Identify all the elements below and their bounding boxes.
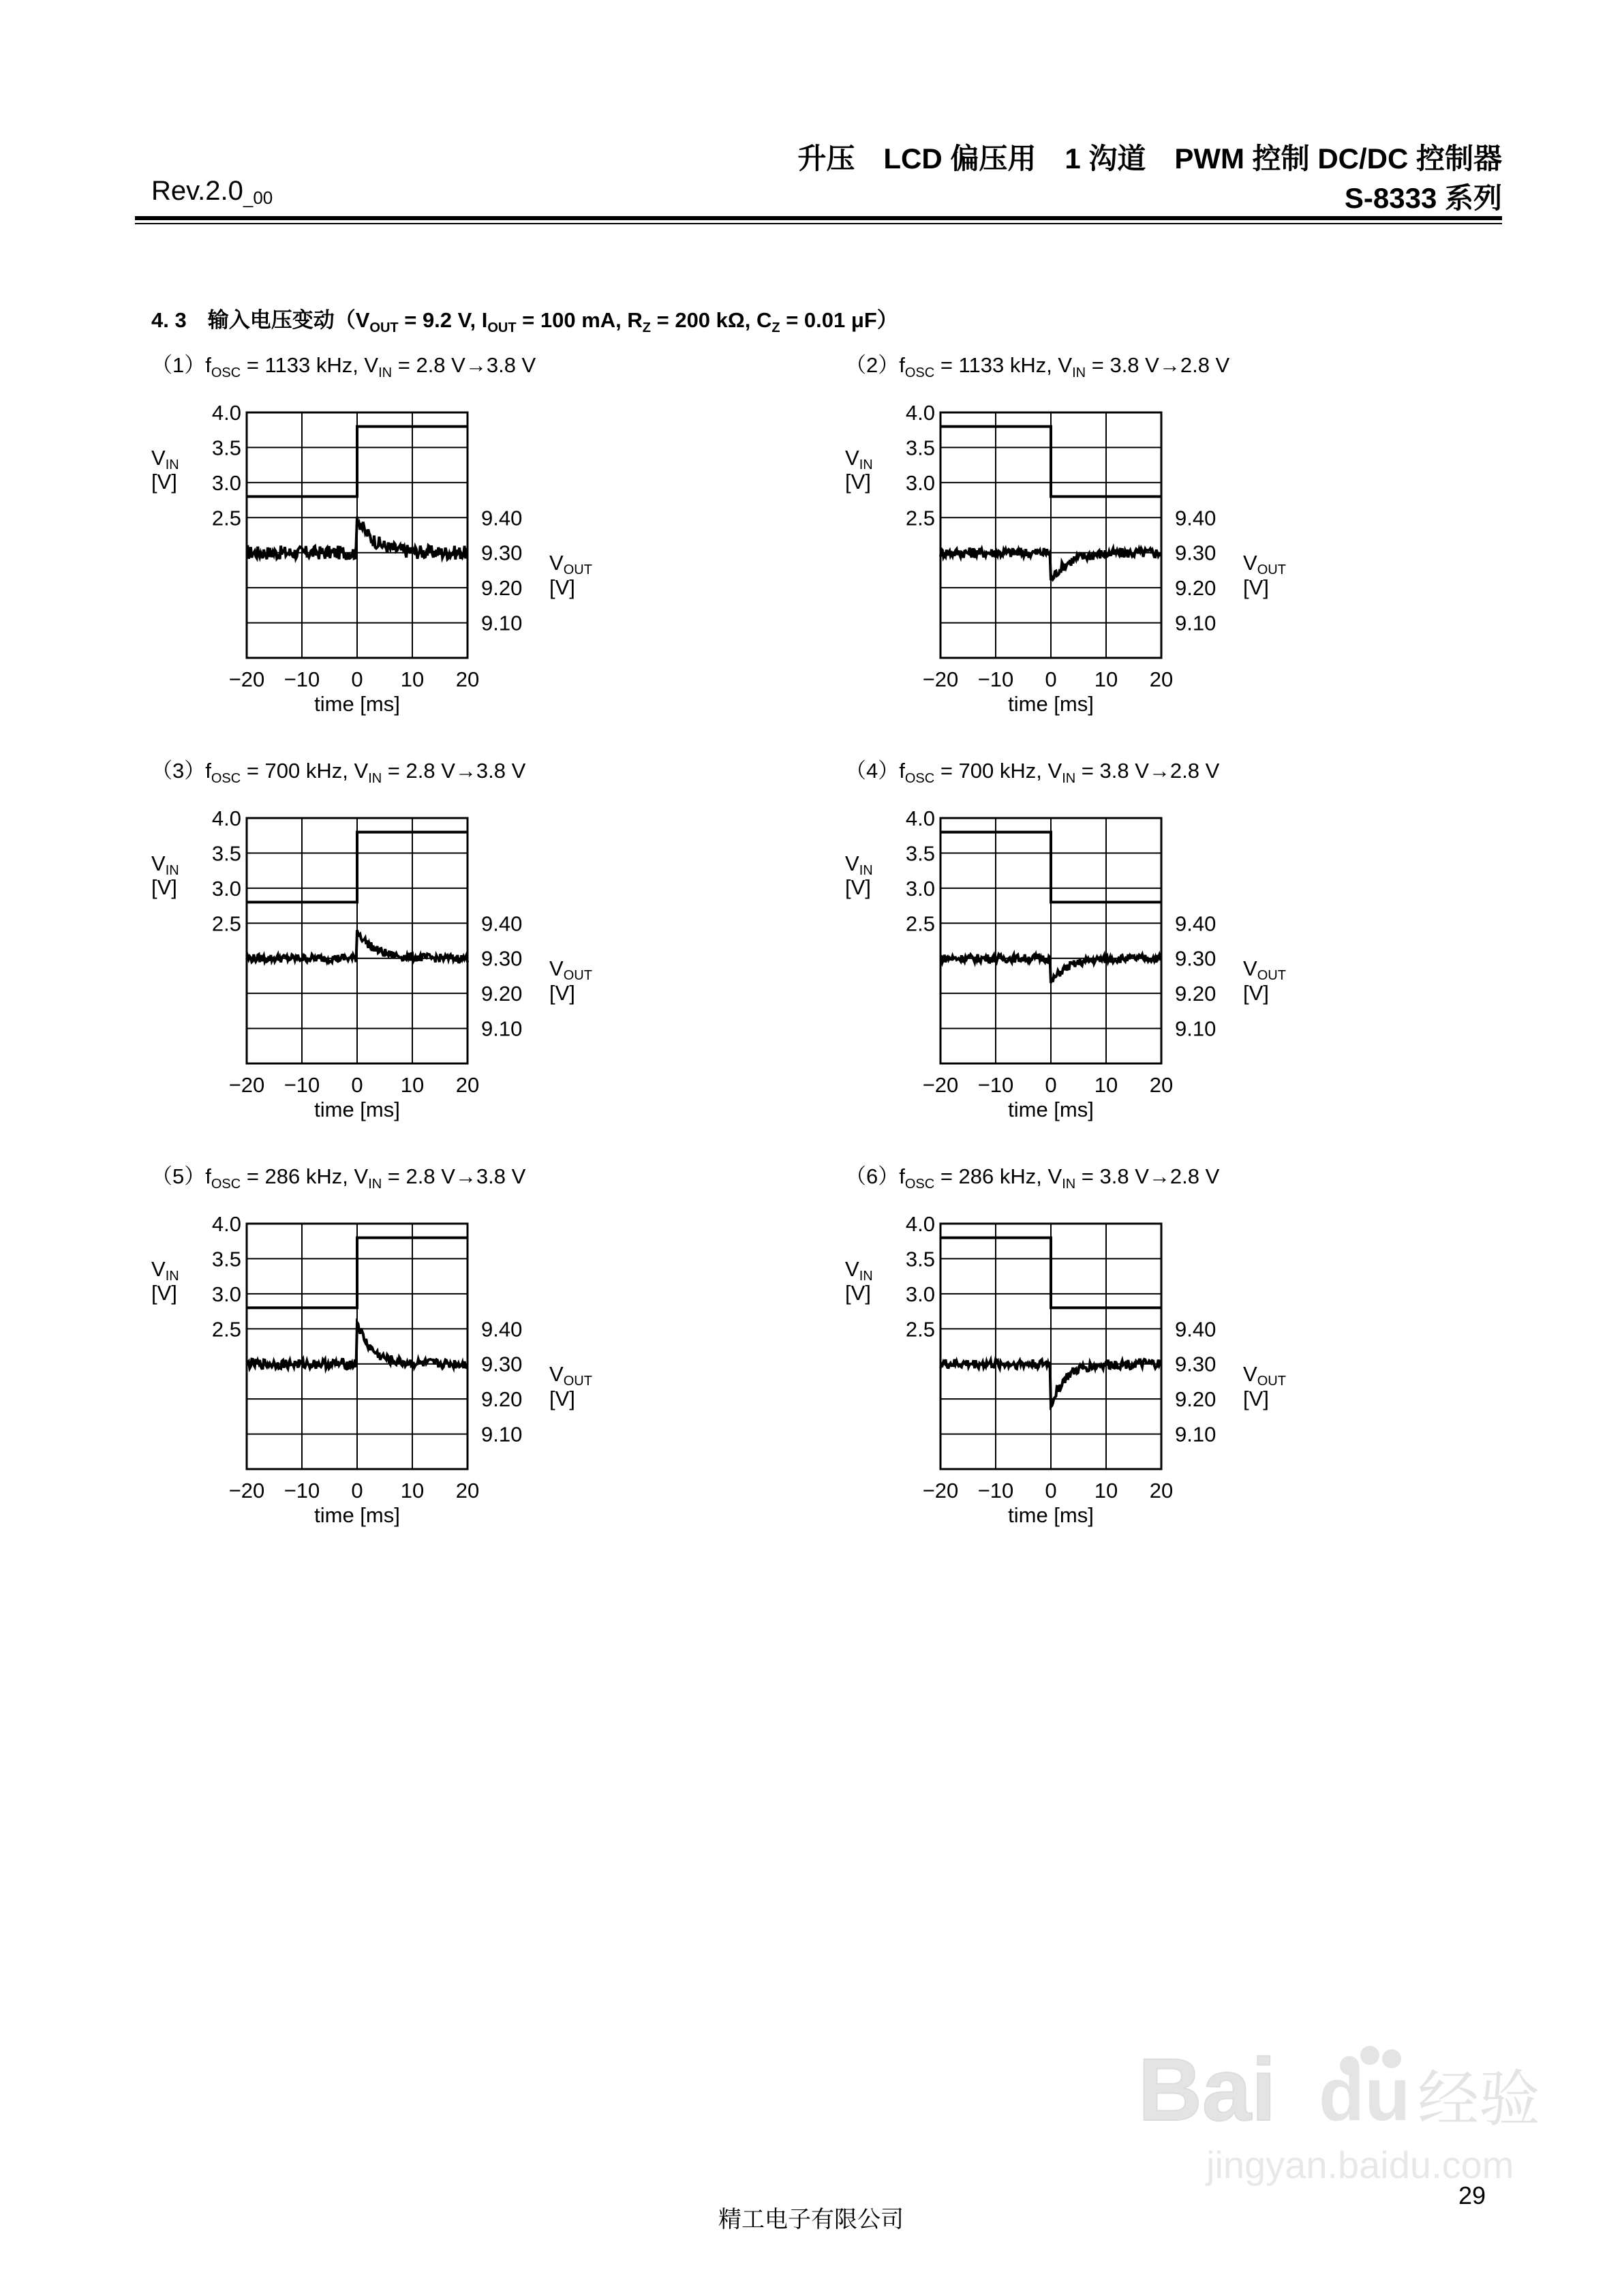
right-tick-label: 9.10 xyxy=(1175,1016,1216,1041)
left-tick-label: 3.5 xyxy=(211,436,241,460)
caption-vsub: IN xyxy=(378,365,393,381)
left-tick-label: 3.5 xyxy=(905,436,935,460)
caption-f: f xyxy=(205,759,211,783)
left-tick-label: 4.0 xyxy=(905,1212,935,1236)
right-tick-label: 9.30 xyxy=(1175,541,1216,565)
right-axis-unit: [V] xyxy=(549,981,575,1005)
heading-part: = 9.2 V, I xyxy=(398,308,488,332)
caption-fval: = 1133 kHz, V xyxy=(241,353,379,377)
heading-part: = 100 mA, R xyxy=(516,308,643,332)
x-tick-label: −20 xyxy=(922,1073,959,1097)
left-tick-label: 4.0 xyxy=(211,806,241,830)
left-axis-label-main: V xyxy=(151,851,166,875)
left-axis-label-main: V xyxy=(151,446,166,470)
left-tick-label: 3.5 xyxy=(211,1247,241,1271)
baidu-watermark-logo xyxy=(1124,2018,1547,2195)
right-tick-label: 9.30 xyxy=(1175,946,1216,971)
header-rule-thin xyxy=(135,223,1502,224)
right-axis-label-main: V xyxy=(549,956,564,980)
chart-svg xyxy=(845,1159,1499,1541)
vin-trace xyxy=(247,1238,468,1308)
right-tick-label: 9.10 xyxy=(1175,1422,1216,1447)
right-tick-label: 9.10 xyxy=(481,1016,523,1041)
left-axis-label-sub: IN xyxy=(165,863,179,878)
left-axis-unit: [V] xyxy=(845,1281,871,1305)
left-tick-label: 3.0 xyxy=(905,470,935,495)
caption-f: f xyxy=(899,759,905,783)
caption-f: f xyxy=(205,353,211,377)
right-axis-label xyxy=(549,551,592,577)
left-axis-unit: [V] xyxy=(151,1281,177,1305)
caption-f: f xyxy=(899,353,905,377)
right-axis-label xyxy=(549,1362,592,1389)
right-tick-label: 9.20 xyxy=(1175,576,1216,601)
caption-vsub: IN xyxy=(1072,365,1086,381)
x-tick-label: 20 xyxy=(455,1073,480,1097)
x-tick-label: −10 xyxy=(977,1479,1014,1502)
chart-4 xyxy=(845,753,1499,1135)
x-axis-label: time [ms] xyxy=(1008,1503,1094,1527)
left-axis-unit: [V] xyxy=(151,875,177,899)
right-tick-label: 9.20 xyxy=(481,576,523,601)
chart-5 xyxy=(151,1159,806,1541)
left-axis-label-sub: IN xyxy=(859,457,873,472)
caption-fsub: OSC xyxy=(904,365,935,381)
left-tick-label: 2.5 xyxy=(905,1317,935,1342)
revision-main: Rev.2.0 xyxy=(151,176,243,206)
chart-svg xyxy=(151,348,806,729)
caption-vsub: IN xyxy=(1062,771,1076,787)
caption-vval: = 3.8 V→2.8 V xyxy=(1086,353,1230,377)
right-axis-label-sub: OUT xyxy=(563,1374,592,1389)
chart-3 xyxy=(151,753,806,1135)
right-axis-unit: [V] xyxy=(1243,981,1269,1005)
left-axis-label xyxy=(151,851,179,878)
right-tick-label: 9.30 xyxy=(1175,1352,1216,1376)
caption-fval: = 700 kHz, V xyxy=(241,759,369,783)
right-tick-label: 9.40 xyxy=(481,911,523,936)
svg-text:Bai: Bai xyxy=(1138,2040,1276,2139)
x-tick-label: −20 xyxy=(922,667,959,691)
right-tick-label: 9.20 xyxy=(481,982,523,1006)
left-axis-label xyxy=(845,851,873,878)
left-tick-label: 4.0 xyxy=(211,401,241,425)
right-axis-label-sub: OUT xyxy=(1257,1374,1286,1389)
x-tick-label: 20 xyxy=(1149,1479,1174,1502)
chart-6 xyxy=(845,1159,1499,1541)
right-tick-label: 9.40 xyxy=(481,506,523,530)
right-axis-label xyxy=(1243,551,1286,577)
caption-vval: = 3.8 V→2.8 V xyxy=(1075,759,1220,783)
x-axis-label: time [ms] xyxy=(314,1098,400,1121)
left-tick-label: 4.0 xyxy=(905,401,935,425)
right-axis-unit: [V] xyxy=(1243,1387,1269,1410)
heading-sub: Z xyxy=(642,320,651,336)
right-axis-label-sub: OUT xyxy=(1257,968,1286,983)
right-axis-label-sub: OUT xyxy=(563,562,592,577)
page-number: 29 xyxy=(1458,2181,1486,2209)
header-rule-thick xyxy=(135,216,1502,220)
x-tick-label: 0 xyxy=(351,1479,363,1502)
left-axis-label-sub: IN xyxy=(859,863,873,878)
right-axis-label xyxy=(549,956,592,983)
x-tick-label: −20 xyxy=(228,667,265,691)
left-axis-label xyxy=(151,1257,179,1284)
section-heading xyxy=(151,303,898,336)
revision-label xyxy=(151,176,273,209)
x-tick-label: 20 xyxy=(1149,667,1174,691)
right-tick-label: 9.30 xyxy=(481,946,523,971)
right-tick-label: 9.20 xyxy=(481,1387,523,1412)
right-tick-label: 9.10 xyxy=(481,611,523,635)
heading-part: 4. 3 输入电压变动（V xyxy=(151,308,370,332)
caption-fval: = 1133 kHz, V xyxy=(934,353,1073,377)
left-tick-label: 4.0 xyxy=(211,1212,241,1236)
caption-f: f xyxy=(899,1164,905,1188)
svg-text:经验: 经验 xyxy=(1418,2064,1540,2135)
x-tick-label: 0 xyxy=(351,667,363,691)
document-title: 升压 LCD 偏压用 1 沟道 PWM 控制 DC/DC 控制器 xyxy=(797,142,1502,175)
chart-1 xyxy=(151,348,806,729)
right-axis-label-main: V xyxy=(1243,551,1257,575)
left-axis-label-main: V xyxy=(845,446,859,470)
vout-trace xyxy=(940,1359,1161,1407)
caption-num: （3） xyxy=(151,759,206,783)
heading-part: = 0.01 μF） xyxy=(780,308,898,332)
caption-vsub: IN xyxy=(1062,1177,1076,1192)
caption-vval: = 3.8 V→2.8 V xyxy=(1075,1164,1220,1188)
right-tick-label: 9.30 xyxy=(481,1352,523,1376)
right-axis-unit: [V] xyxy=(1243,575,1269,599)
left-tick-label: 2.5 xyxy=(905,911,935,936)
left-tick-label: 3.0 xyxy=(905,1282,935,1306)
right-axis-label-sub: OUT xyxy=(563,968,592,983)
vin-trace xyxy=(247,427,468,497)
vout-trace xyxy=(940,954,1161,983)
left-tick-label: 2.5 xyxy=(211,1317,241,1342)
left-tick-label: 3.5 xyxy=(905,1247,935,1271)
caption-num: （6） xyxy=(845,1164,900,1188)
x-tick-label: 10 xyxy=(400,667,425,691)
caption-fsub: OSC xyxy=(904,771,935,787)
left-axis-label-main: V xyxy=(151,1257,166,1281)
left-tick-label: 3.0 xyxy=(211,1282,241,1306)
x-tick-label: −10 xyxy=(284,1073,320,1097)
left-tick-label: 3.0 xyxy=(211,470,241,495)
svg-text:jingyan.baidu.com: jingyan.baidu.com xyxy=(1206,2143,1514,2186)
caption-fval: = 700 kHz, V xyxy=(934,759,1062,783)
caption-num: （4） xyxy=(845,759,900,783)
right-tick-label: 9.40 xyxy=(1175,1317,1216,1342)
x-tick-label: 0 xyxy=(1045,1073,1057,1097)
x-tick-label: −20 xyxy=(228,1479,265,1502)
right-axis-unit: [V] xyxy=(549,1387,575,1410)
heading-sub: OUT xyxy=(487,320,517,336)
left-axis-label-main: V xyxy=(845,851,859,875)
caption-vsub: IN xyxy=(368,1177,382,1192)
caption-fsub: OSC xyxy=(211,1177,241,1192)
x-tick-label: 0 xyxy=(1045,667,1057,691)
x-tick-label: 20 xyxy=(1149,1073,1174,1097)
left-tick-label: 3.5 xyxy=(211,841,241,866)
vin-trace xyxy=(247,832,468,903)
caption-fsub: OSC xyxy=(211,771,241,787)
right-tick-label: 9.20 xyxy=(1175,1387,1216,1412)
chart-svg xyxy=(845,753,1499,1135)
vout-trace xyxy=(247,931,468,963)
left-axis-unit: [V] xyxy=(845,875,871,899)
left-axis-label-sub: IN xyxy=(859,1269,873,1284)
right-axis-label-main: V xyxy=(549,1362,564,1386)
right-axis-label-main: V xyxy=(1243,956,1257,980)
left-axis-unit: [V] xyxy=(151,470,177,494)
right-axis-label xyxy=(1243,956,1286,983)
caption-vval: = 2.8 V→3.8 V xyxy=(392,353,536,377)
chart-svg xyxy=(151,1159,806,1541)
caption-vval: = 2.8 V→3.8 V xyxy=(382,1164,526,1188)
left-axis-label xyxy=(151,446,179,472)
left-tick-label: 3.5 xyxy=(905,841,935,866)
left-axis-label xyxy=(845,446,873,472)
x-axis-label: time [ms] xyxy=(314,1503,400,1527)
x-axis-label: time [ms] xyxy=(1008,1098,1094,1121)
caption-fsub: OSC xyxy=(904,1177,935,1192)
left-tick-label: 4.0 xyxy=(905,806,935,830)
left-tick-label: 3.0 xyxy=(211,876,241,901)
vin-trace xyxy=(940,832,1161,903)
right-tick-label: 9.40 xyxy=(1175,506,1216,530)
x-tick-label: 0 xyxy=(351,1073,363,1097)
x-axis-label: time [ms] xyxy=(314,692,400,716)
caption-num: （5） xyxy=(151,1164,206,1188)
caption-f: f xyxy=(205,1164,211,1188)
x-tick-label: −10 xyxy=(977,667,1014,691)
caption-num: （2） xyxy=(845,353,900,377)
x-tick-label: −20 xyxy=(922,1479,959,1502)
x-tick-label: −10 xyxy=(284,667,320,691)
chart-svg xyxy=(151,753,806,1135)
right-tick-label: 9.40 xyxy=(1175,911,1216,936)
right-axis-label-main: V xyxy=(1243,1362,1257,1386)
left-axis-label-sub: IN xyxy=(165,457,179,472)
footer-company: 精工电子有限公司 xyxy=(718,2207,904,2233)
right-tick-label: 9.40 xyxy=(481,1317,523,1342)
x-tick-label: 10 xyxy=(1094,667,1118,691)
svg-text:du: du xyxy=(1319,2053,1411,2136)
chart-2 xyxy=(845,348,1499,729)
vin-trace xyxy=(940,427,1161,497)
heading-sub: OUT xyxy=(369,320,399,336)
x-tick-label: 20 xyxy=(455,1479,480,1502)
product-series: S-8333 系列 xyxy=(1344,182,1502,214)
caption-vsub: IN xyxy=(368,771,382,787)
left-axis-label-main: V xyxy=(845,1257,859,1281)
right-axis-unit: [V] xyxy=(549,575,575,599)
chart-svg xyxy=(845,348,1499,729)
caption-num: （1） xyxy=(151,353,206,377)
x-tick-label: −10 xyxy=(284,1479,320,1502)
caption-fsub: OSC xyxy=(211,365,241,381)
left-tick-label: 2.5 xyxy=(211,911,241,936)
right-axis-label xyxy=(1243,1362,1286,1389)
heading-part: = 200 kΩ, C xyxy=(651,308,772,332)
right-axis-label-sub: OUT xyxy=(1257,562,1286,577)
x-tick-label: −20 xyxy=(228,1073,265,1097)
left-axis-label xyxy=(845,1257,873,1284)
left-tick-label: 2.5 xyxy=(905,506,935,530)
caption-vval: = 2.8 V→3.8 V xyxy=(382,759,526,783)
right-tick-label: 9.10 xyxy=(481,1422,523,1447)
left-axis-label-sub: IN xyxy=(165,1269,179,1284)
left-axis-unit: [V] xyxy=(845,470,871,494)
vin-trace xyxy=(940,1238,1161,1308)
x-axis-label: time [ms] xyxy=(1008,692,1094,716)
right-tick-label: 9.30 xyxy=(481,541,523,565)
right-tick-label: 9.10 xyxy=(1175,611,1216,635)
right-axis-label-main: V xyxy=(549,551,564,575)
x-tick-label: 20 xyxy=(455,667,480,691)
caption-fval: = 286 kHz, V xyxy=(241,1164,369,1188)
x-tick-label: 10 xyxy=(1094,1073,1118,1097)
vout-trace xyxy=(940,548,1161,581)
x-tick-label: −10 xyxy=(977,1073,1014,1097)
x-tick-label: 10 xyxy=(400,1073,425,1097)
right-tick-label: 9.20 xyxy=(1175,982,1216,1006)
x-tick-label: 0 xyxy=(1045,1479,1057,1502)
revision-sub: _00 xyxy=(243,187,273,208)
heading-sub: Z xyxy=(771,320,780,336)
x-tick-label: 10 xyxy=(1094,1479,1118,1502)
x-tick-label: 10 xyxy=(400,1479,425,1502)
caption-fval: = 286 kHz, V xyxy=(934,1164,1062,1188)
left-tick-label: 3.0 xyxy=(905,876,935,901)
left-tick-label: 2.5 xyxy=(211,506,241,530)
